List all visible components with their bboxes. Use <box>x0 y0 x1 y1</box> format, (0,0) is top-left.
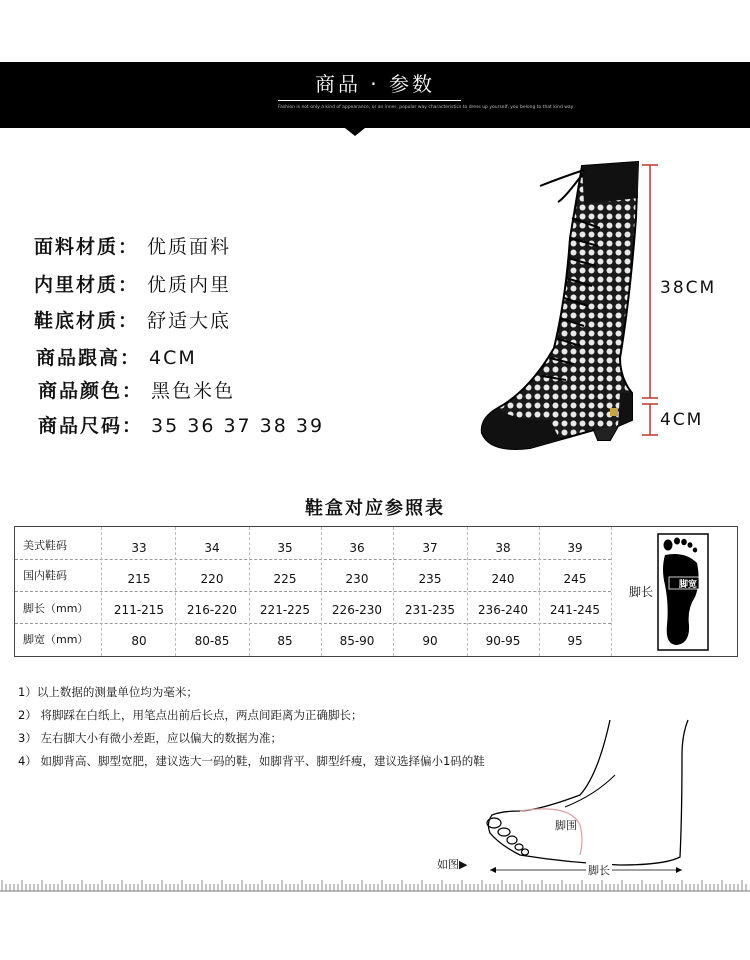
spec-row <box>36 343 197 370</box>
table-divider <box>15 591 611 592</box>
footprint-icon <box>657 533 709 651</box>
size-table <box>14 526 738 657</box>
spec-label: 面料材质： <box>34 236 140 258</box>
note-line: 4） 如脚背高、脚型宽肥，建议选大一码的鞋，如脚背平、脚型纤瘦，建议选择偏小1码的鞋 <box>18 754 485 768</box>
girth-label: 脚围 <box>555 819 577 832</box>
banner-divider <box>278 100 461 101</box>
buckle-icon <box>610 408 618 416</box>
table-cell: 95 <box>567 634 583 648</box>
table-cell: 90 <box>422 634 438 648</box>
see-figure-label: 如图▶ <box>437 858 468 871</box>
table-row-header: 美式鞋码 <box>23 539 67 552</box>
note-line: 2） 将脚踩在白纸上，用笔点出前后长点，两点间距离为正确脚长； <box>18 708 363 722</box>
table-cell: 35 <box>277 541 293 555</box>
table-cell: 211-215 <box>113 603 165 617</box>
foot-width-label: 脚宽 <box>678 580 697 590</box>
spec-label: 商品尺码： <box>38 415 144 437</box>
table-cell: 225 <box>273 572 297 586</box>
table-divider <box>611 527 612 656</box>
table-cell: 220 <box>200 572 224 586</box>
table-cell: 241-245 <box>549 603 601 617</box>
table-cell: 39 <box>567 541 583 555</box>
table-cell: 236-240 <box>477 603 529 617</box>
table-cell: 245 <box>563 572 587 586</box>
banner-notch <box>345 128 365 136</box>
spec-label: 商品跟高： <box>36 347 142 369</box>
spec-label: 内里材质： <box>34 274 140 296</box>
table-row-header: 脚宽（mm） <box>23 633 89 646</box>
spec-row <box>34 270 231 297</box>
header-banner <box>0 62 750 128</box>
heel-height-label: 4CM <box>660 410 704 430</box>
table-cell: 38 <box>495 541 511 555</box>
spec-value: 黑色米色 <box>151 380 236 402</box>
table-divider <box>15 623 611 624</box>
table-cell: 80-85 <box>194 634 230 648</box>
table-cell: 231-235 <box>404 603 456 617</box>
banner-subtitle: Fashion is not only a kind of appearance, or an inner, popular way characteristics to dress up yourself, you belong to that kind way <box>278 105 574 110</box>
foot-length-label: 脚长 <box>629 585 654 599</box>
spec-value: 优质内里 <box>147 274 232 296</box>
length-label: 脚长 <box>588 864 610 877</box>
table-cell: 235 <box>418 572 442 586</box>
banner-title: 商品 · 参数 <box>314 72 436 96</box>
table-cell: 221-225 <box>259 603 311 617</box>
spec-label: 鞋底材质： <box>34 310 140 332</box>
spec-row <box>34 306 231 333</box>
table-cell: 85 <box>277 634 293 648</box>
spec-value: 35 36 37 38 39 <box>151 415 325 437</box>
table-cell: 34 <box>204 541 220 555</box>
table-row-header: 脚长（mm） <box>23 602 89 615</box>
shaft-height-label: 38CM <box>660 278 717 298</box>
note-line: 1）以上数据的测量单位均为毫米； <box>18 685 198 699</box>
table-cell: 90-95 <box>485 634 521 648</box>
table-cell: 216-220 <box>186 603 238 617</box>
table-cell: 240 <box>491 572 515 586</box>
table-cell: 36 <box>349 541 365 555</box>
table-cell: 215 <box>127 572 151 586</box>
table-cell: 85-90 <box>339 634 375 648</box>
table-cell: 226-230 <box>331 603 383 617</box>
spec-label: 商品颜色： <box>38 380 144 402</box>
table-cell: 230 <box>345 572 369 586</box>
spec-row <box>34 232 231 259</box>
height-marker <box>640 160 660 440</box>
table-divider <box>101 527 102 656</box>
spec-row <box>38 411 324 438</box>
spec-value: 舒适大底 <box>147 310 232 332</box>
table-cell: 80 <box>131 634 147 648</box>
table-row-header: 国内鞋码 <box>23 569 67 582</box>
table-cell: 33 <box>131 541 147 555</box>
boot-image <box>470 158 650 458</box>
ruler-strip <box>0 880 750 892</box>
table-divider <box>15 559 611 560</box>
note-line: 3） 左右脚大小有微小差距，应以偏大的数据为准； <box>18 731 282 745</box>
size-table-title: 鞋盒对应参照表 <box>305 498 445 519</box>
table-cell: 37 <box>422 541 438 555</box>
spec-row <box>38 376 235 403</box>
spec-value: 优质面料 <box>147 236 232 258</box>
spec-value: 4CM <box>149 347 197 369</box>
